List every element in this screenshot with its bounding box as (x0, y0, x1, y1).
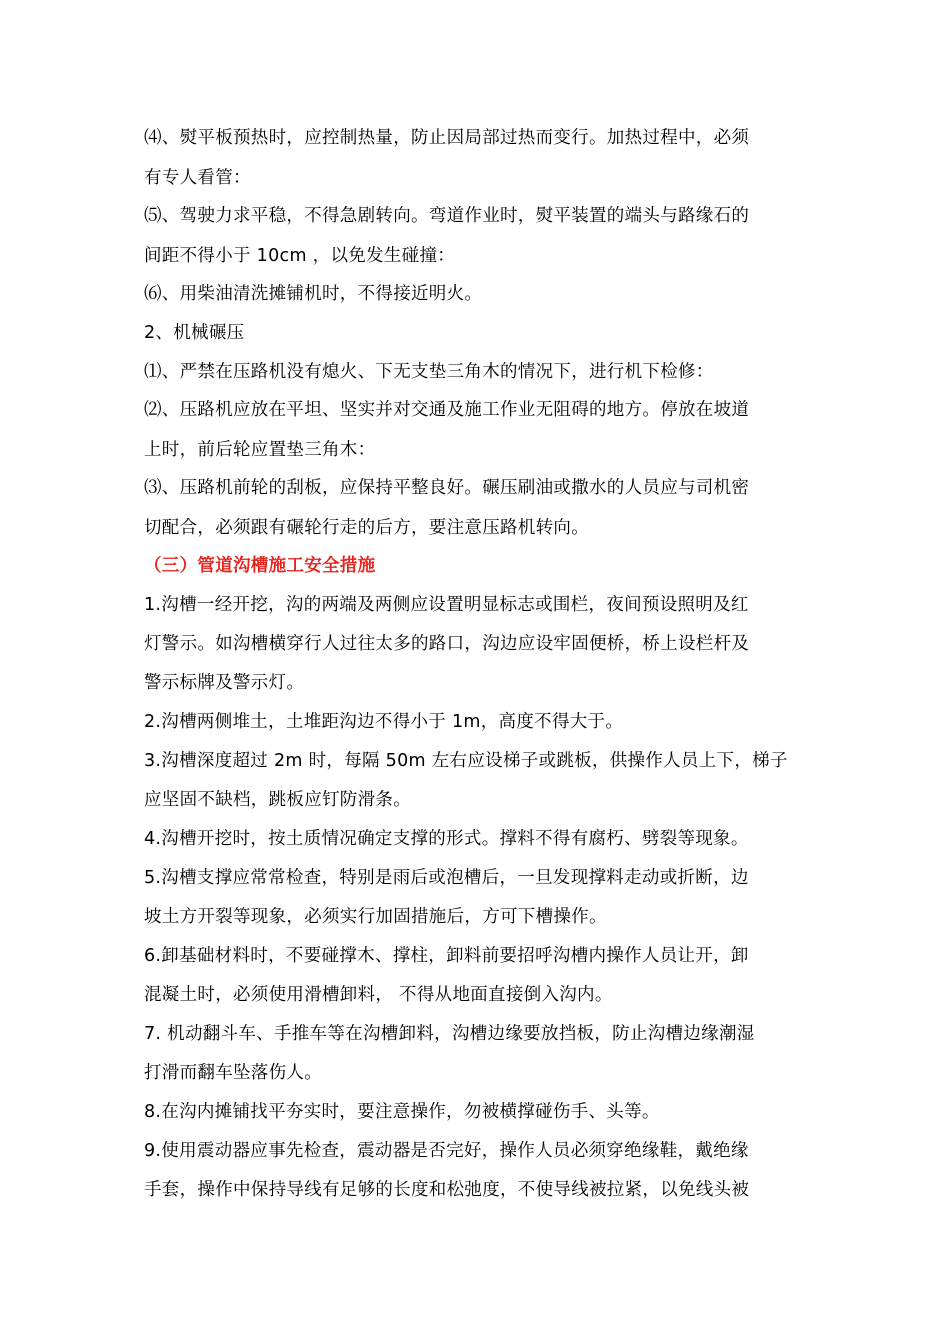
paragraph-line: 切配合，必须跟有碾轮行走的后方，要注意压路机转向。 (144, 518, 589, 538)
paragraph-line: ⑴、严禁在压路机没有熄火、下无支垫三角木的情况下，进行机下检修： (144, 362, 714, 382)
paragraph-line: ⑵、压路机应放在平坦、坚实并对交通及施工作业无阻碍的地方。停放在坡道 (144, 400, 750, 420)
paragraph-line: 3.沟槽深度超过 2m 时，每隔 50m 左右应设梯子或跳板，供操作人员上下，梯子 (144, 751, 788, 771)
paragraph-line: 应坚固不缺档，跳板应钉防滑条。 (144, 790, 411, 810)
paragraph-line: ⑷、熨平板预热时，应控制热量，防止因局部过热而变行。加热过程中，必须 (144, 128, 750, 148)
paragraph-line: 灯警示。如沟槽横穿行人过往太多的路口，沟边应设牢固便桥，桥上设栏杆及 (144, 634, 750, 654)
section-subheading: 2、机械碾压 (144, 323, 245, 343)
paragraph-line: 坡土方开裂等现象，必须实行加固措施后，方可下槽操作。 (144, 907, 607, 927)
paragraph-line: 8.在沟内摊铺找平夯实时，要注意操作，勿被横撑碰伤手、头等。 (144, 1102, 660, 1122)
paragraph-line: 2.沟槽两侧堆土，土堆距沟边不得小于 1m，高度不得大于。 (144, 712, 624, 732)
paragraph-line: 打滑而翻车坠落伤人。 (144, 1063, 322, 1083)
paragraph-line: 混凝土时，必须使用滑槽卸料， 不得从地面直接倒入沟内。 (144, 985, 613, 1005)
paragraph-line: 7. 机动翻斗车、手推车等在沟槽卸料，沟槽边缘要放挡板，防止沟槽边缘潮湿 (144, 1024, 755, 1044)
paragraph-line: ⑹、用柴油清洗摊铺机时，不得接近明火。 (144, 284, 483, 304)
paragraph-line: ⑸、驾驶力求平稳，不得急剧转向。弯道作业时，熨平装置的端头与路缘石的 (144, 206, 750, 226)
paragraph-line: 上时，前后轮应置垫三角木： (144, 440, 376, 460)
paragraph-line: 警示标牌及警示灯。 (144, 673, 305, 693)
paragraph-line: 间距不得小于 10cm ，以免发生碰撞： (144, 246, 456, 266)
section-heading: （三）管道沟槽施工安全措施 (144, 556, 376, 576)
paragraph-line: 4.沟槽开挖时，按土质情况确定支撑的形式。撑料不得有腐朽、劈裂等现象。 (144, 829, 749, 849)
paragraph-line: 有专人看管： (144, 168, 251, 188)
paragraph-line: ⑶、压路机前轮的刮板，应保持平整良好。碾压刷油或撒水的人员应与司机密 (144, 478, 750, 498)
paragraph-line: 1.沟槽一经开挖，沟的两端及两侧应设置明显标志或围栏，夜间预设照明及红 (144, 595, 749, 615)
paragraph-line: 9.使用震动器应事先检查，震动器是否完好，操作人员必须穿绝缘鞋，戴绝缘 (144, 1141, 749, 1161)
paragraph-line: 6.卸基础材料时，不要碰撑木、撑柱，卸料前要招呼沟槽内操作人员让开，卸 (144, 946, 749, 966)
paragraph-line: 5.沟槽支撑应常常检查，特别是雨后或泡槽后，一旦发现撑料走动或折断，边 (144, 868, 749, 888)
paragraph-line: 手套，操作中保持导线有足够的长度和松弛度，不使导线被拉紧，以免线头被 (144, 1180, 750, 1200)
